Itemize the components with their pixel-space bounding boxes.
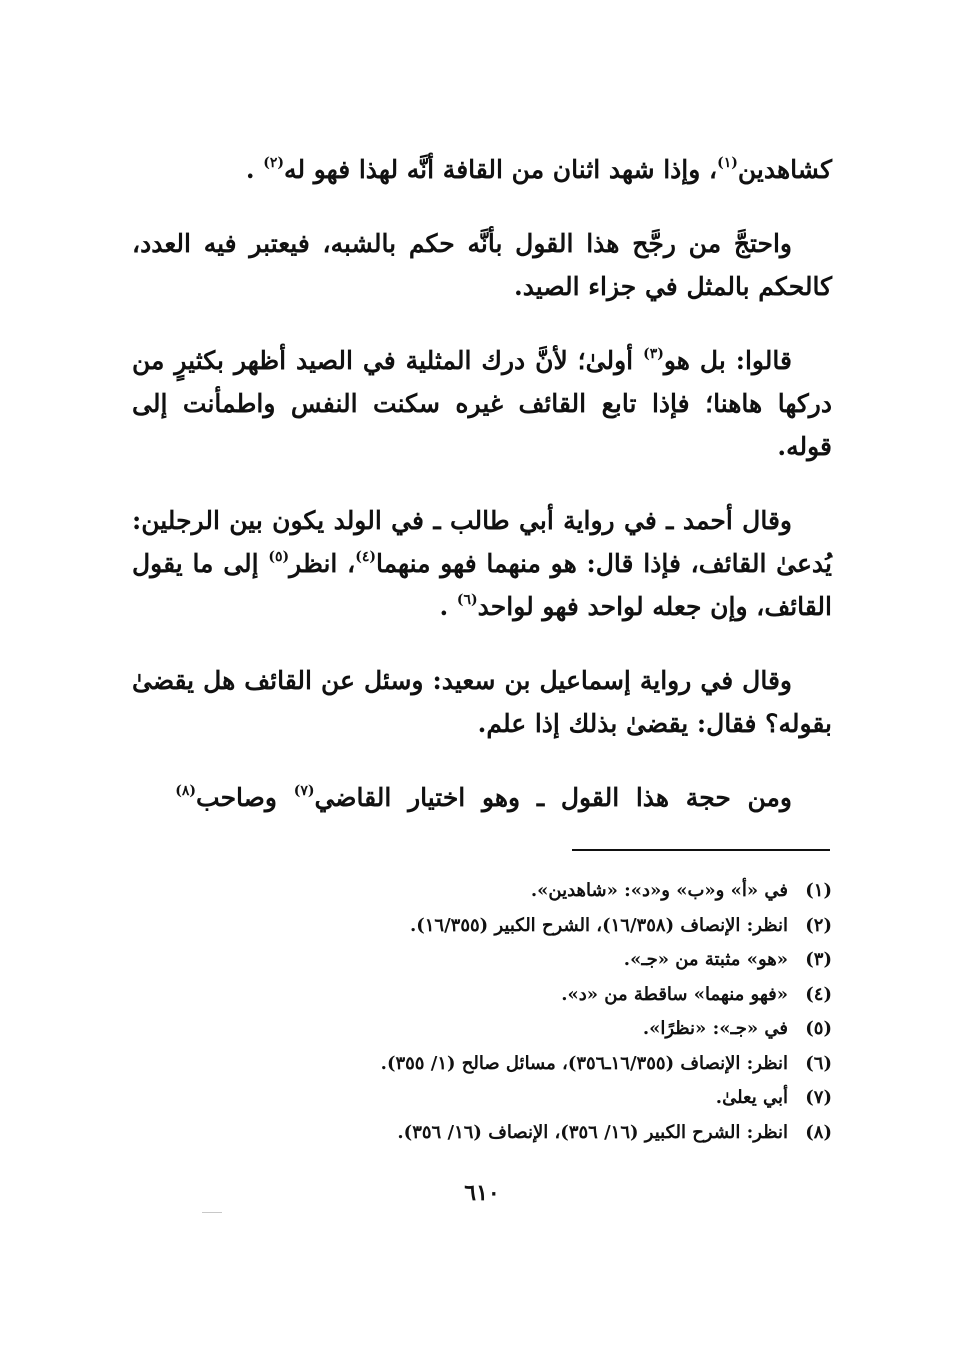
footnote-ref-3: (٣)	[643, 346, 664, 362]
footnote-item	[132, 978, 832, 1013]
page-number: ٦١٠	[464, 1180, 500, 1206]
footnote-item	[132, 943, 832, 978]
footnote-text: «فهو منهما» ساقطة من «د».	[561, 983, 788, 1005]
footnote-separator	[572, 849, 830, 851]
footnote-text: أبي يعلىٰ.	[715, 1087, 788, 1108]
text-run: قالوا: بل هو	[663, 346, 792, 375]
footnotes-list	[132, 874, 832, 1150]
footnote-text: انظر: الإنصاف (١٦/٣٥٥ـ٣٥٦)، مسائل صالح (١/ ٣٥٥).	[380, 1052, 788, 1074]
footnote-ref-2: (٢)	[263, 155, 285, 171]
text-run: ومن حجة هذا القول ـ وهو اختيار القاضي	[314, 783, 792, 812]
text-run: وصاحب	[196, 783, 277, 812]
footnote-number: (٨)	[805, 1121, 832, 1143]
text-run: ، وإذا شهد اثنان من القافة أنَّه لهذا فهو له	[284, 155, 718, 184]
footnote-text: في «أ» و«ب» و«د»: «شاهدين».	[530, 880, 788, 901]
paragraph-3	[132, 339, 832, 468]
footnote-number: (٥)	[805, 1018, 832, 1039]
footnote-text: «هو» مثبتة من «جـ».	[623, 949, 788, 970]
footnote-ref-1: (١)	[717, 155, 738, 171]
footnote-item	[132, 874, 832, 909]
footnote-number: (١)	[805, 880, 832, 901]
footnote-number: (٧)	[805, 1087, 832, 1108]
footnote-item	[132, 1012, 832, 1047]
main-text	[132, 148, 832, 850]
text-run: .	[245, 155, 255, 184]
text-run: .	[439, 592, 449, 621]
footnote-number: (٢)	[805, 914, 832, 936]
footnote-ref-8: (٨)	[175, 783, 197, 799]
text-run: ، انظر	[289, 549, 356, 578]
footnote-ref-6: (٦)	[456, 592, 478, 608]
footnote-number: (٣)	[805, 949, 832, 970]
footnote-ref-4: (٤)	[355, 549, 376, 565]
text-run: إلى ما يقول القائف، وإن جعله لواحد فهو لواحد	[132, 549, 832, 621]
footnote-text: انظر: الشرح الكبير (١٦/ ٣٥٦)، الإنصاف (١٦/ ٣٥٦).	[397, 1121, 788, 1143]
footnote-text: انظر: الإنصاف (١٦/٣٥٨)، الشرح الكبير (١٦/٣٥٥).	[409, 914, 788, 936]
paragraph-5: وقال في رواية إسماعيل بن سعيد: وسئل عن القائف هل يقضىٰ بقوله؟ فقال: يقضىٰ بذلك إذا علم.	[132, 666, 832, 738]
paragraph-1	[132, 148, 832, 191]
footnote-number: (٦)	[805, 1052, 832, 1074]
paragraph-2: واحتجَّ من رجَّح هذا القول بأنَّه حكم بالشبه، فيعتبر فيه العدد، كالحكم بالمثل في جزاء الصيد.	[132, 229, 832, 301]
footnote-item	[132, 1081, 832, 1116]
paragraph-4	[132, 499, 832, 628]
text-run: أولىٰ؛ لأنَّ درك المثلية في الصيد أظهر بكثيرٍ من دركها هاهنا؛ فإذا تابع القائف غيره سكنت النفس واطمأنت إلى قوله.	[132, 346, 832, 461]
paragraph-6	[132, 776, 832, 819]
footnote-number: (٤)	[805, 983, 832, 1005]
footnote-item	[132, 1047, 832, 1082]
footnote-item	[132, 909, 832, 944]
footnote-text: في «جـ»: «نظرًا».	[642, 1018, 788, 1039]
text-run: كشاهدين	[737, 155, 832, 184]
footnote-ref-5: (٥)	[268, 549, 290, 565]
footnote-ref-7: (٧)	[293, 783, 315, 799]
footnote-item	[132, 1116, 832, 1151]
scan-mark	[202, 1212, 222, 1213]
text-run: وقال أحمد ـ في رواية أبي طالب ـ في الولد يكون بين الرجلين: يُدعىٰ القائف، فإذا قال: هو منهما فهو منهما	[132, 506, 832, 578]
